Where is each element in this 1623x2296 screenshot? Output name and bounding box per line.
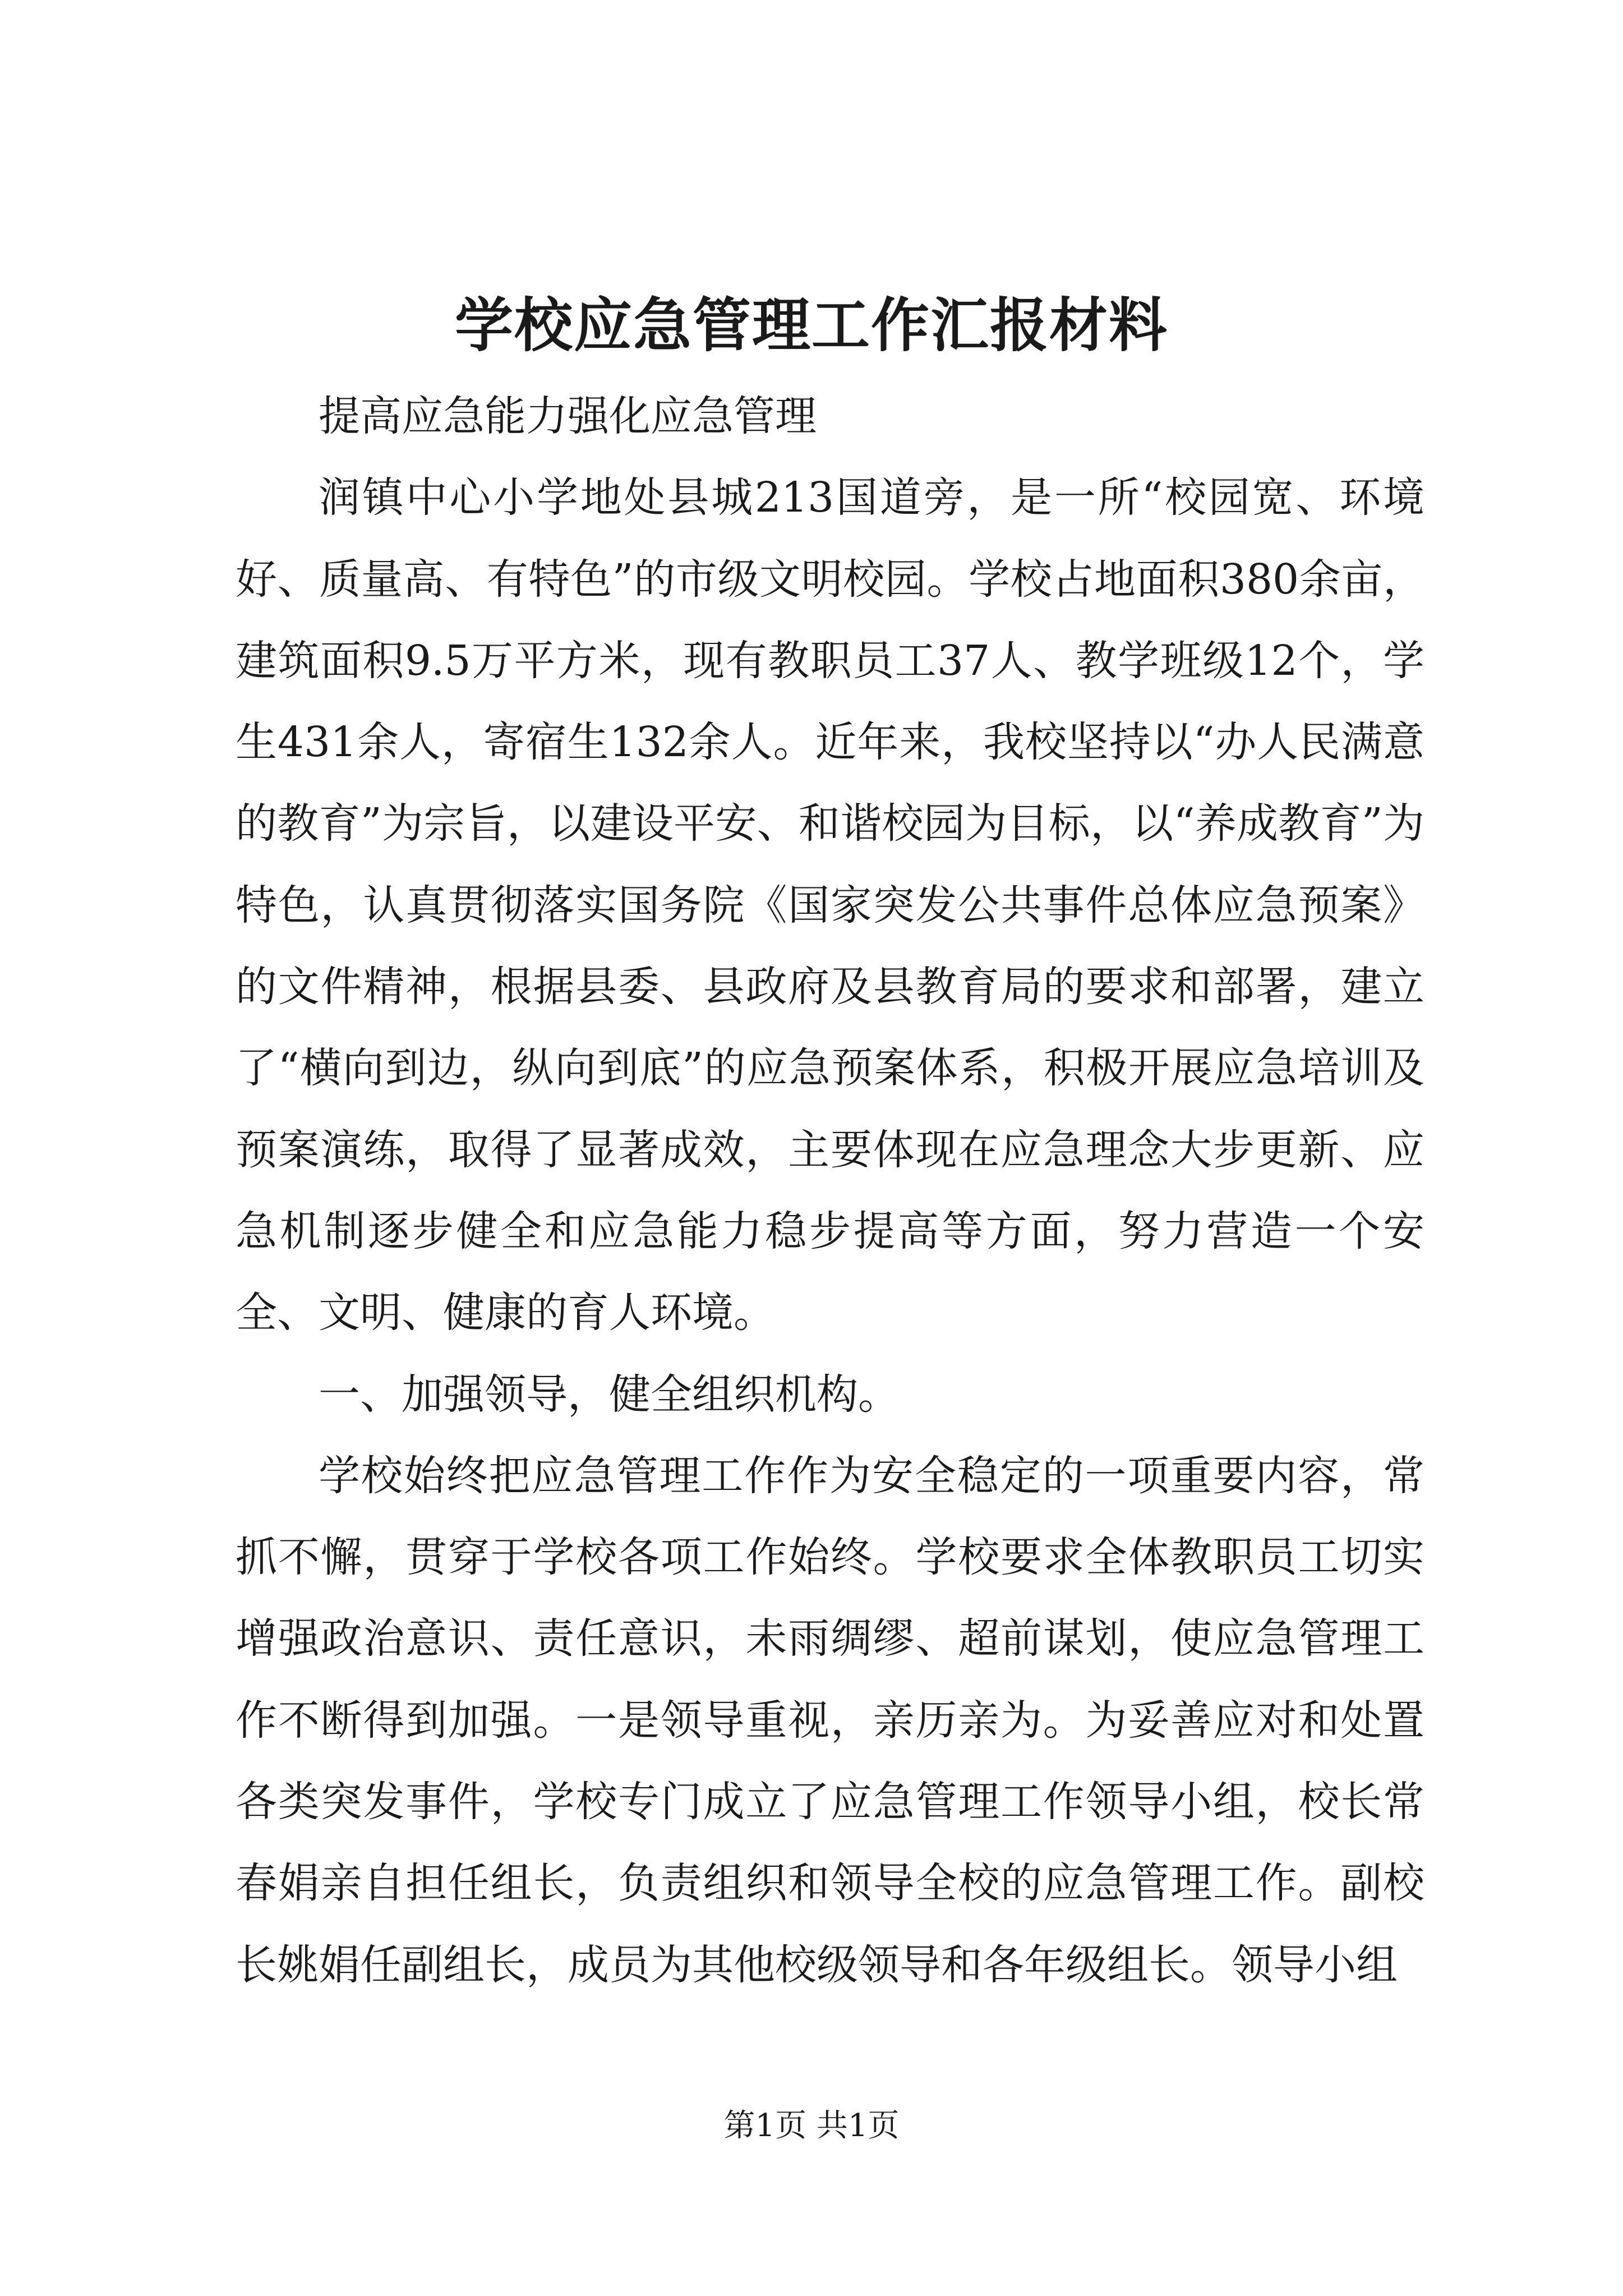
document-body [236,376,1424,2006]
subtitle-paragraph: 提高应急能力强化应急管理 [319,392,817,440]
document-title: 学校应急管理工作汇报材料 [454,291,1168,360]
page-footer: 第1页 共1页 [723,2108,900,2144]
body-paragraph: 学校始终把应急管理工作作为安全稳定的一项重要内容，常抓不懈，贯穿于学校各项工作始终。学校要求全体教职员工切实增强政治意识、责任意识，未雨绸缪、超前谋划，使应急管理工作不断得到加强。一是领导重视，亲历亲为。为妥善应对和处置各类突发事件，学校专门成立了应急管理工作领导小组，校长常春娟亲自担任组长，负责组织和领导全校的应急管理工作。副校长姚娟任副组长，成员为其他校级领导和各年级组长。领导小组 [236,1451,1424,1989]
intro-paragraph: 润镇中心小学地处县城213国道旁，是一所“校园宽、环境好、质量高、有特色”的市级文明校园。学校占地面积380余亩，建筑面积9.5万平方米，现有教职员工37人、教学班级12个，学生431余人，寄宿生132余人。近年来，我校坚持以“办人民满意的教育”为宗旨，以建设平安、和谐校园为目标，以“养成教育”为特色，认真贯彻落实国务院《国家突发公共事件总体应急预案》的文件精神，根据县委、县政府及县教育局的要求和部署，建立了“横向到边，纵向到底”的应急预案体系，积极开展应急培训及预案演练，取得了显著成效，主要体现在应急理念大步更新、应急机制逐步健全和应急能力稳步提高等方面，努力营造一个安全、文明、健康的育人环境。 [236,473,1424,1337]
section-heading: 一、加强领导，健全组织机构。 [319,1370,900,1419]
